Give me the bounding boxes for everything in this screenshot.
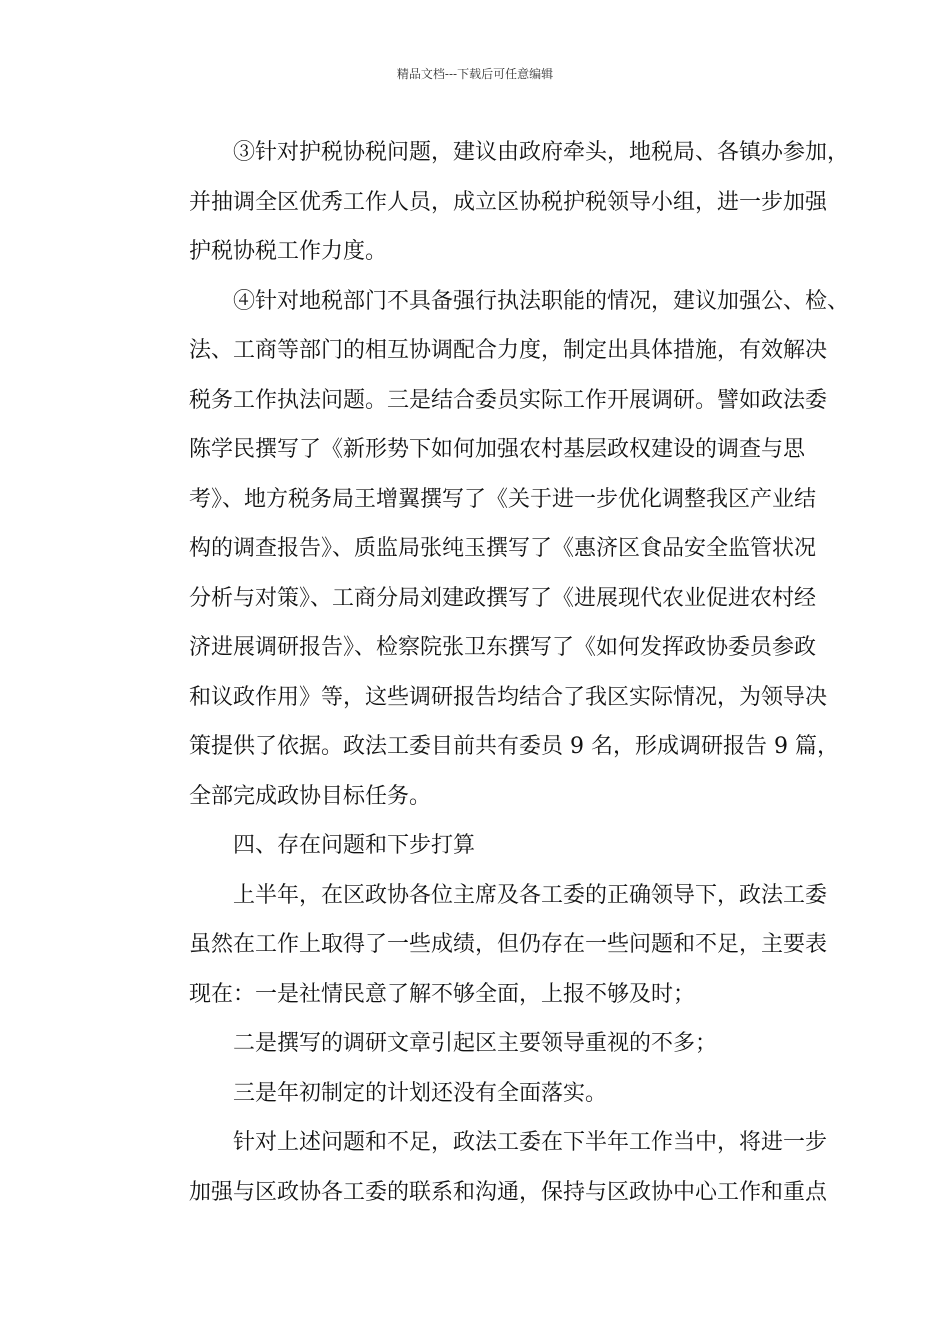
text-line: 针对上述问题和不足，政法工委在下半年工作当中，将进一步 — [233, 1130, 828, 1155]
text-line: 现在：一是社情民意了解不够全面，上报不够及时； — [189, 981, 696, 1007]
text-line: 构的调查报告》、质监局张纯玉撰写了《惠济区食品安全监管状况 — [189, 536, 817, 561]
text-line: 济进展调研报告》、检察院张卫东撰写了《如何发挥政协委员参政 — [189, 635, 817, 660]
text-line: ④针对地税部门不具备强行执法职能的情况，建议加强公、检、 — [233, 288, 850, 314]
text-line: 策提供了依据。政法工委目前共有委员 9 名，形成调研报告 9 篇， — [189, 734, 839, 759]
text-line: 二是撰写的调研文章引起区主要领导重视的不多； — [233, 1031, 718, 1056]
paragraph-problem-two — [145, 1019, 817, 1069]
paragraph-tax-protection — [145, 128, 850, 277]
text-line: 三是年初制定的计划还没有全面落实。 — [233, 1080, 608, 1106]
text-line: ③针对护税协税问题，建议由政府牵头，地税局、各镇办参加， — [233, 140, 850, 165]
heading-text: 四、存在问题和下步打算 — [233, 833, 476, 858]
text-line: 护税协税工作力度。 — [189, 239, 388, 264]
text-line: 并抽调全区优秀工作人员，成立区协税护税领导小组，进一步加强 — [189, 189, 828, 215]
paragraph-problem-three — [145, 1069, 817, 1119]
document-body — [145, 128, 850, 1217]
text-line: 全部完成政协目标任务。 — [189, 783, 432, 809]
page-header: 精品文档---下载后可任意编辑 — [396, 67, 554, 81]
paragraph-enforcement — [145, 277, 850, 822]
text-line: 法、工商等部门的相互协调配合力度，制定出具体措施，有效解决 — [189, 338, 828, 363]
section-heading — [145, 821, 817, 871]
text-line: 陈学民撰写了《新形势下如何加强农村基层政权建设的调查与思 — [189, 437, 806, 462]
text-line: 分析与对策》、工商分局刘建政撰写了《进展现代农业促进农村经 — [189, 585, 817, 611]
text-line: 上半年，在区政协各位主席及各工委的正确领导下，政法工委 — [233, 882, 828, 908]
text-line: 加强与区政协各工委的联系和沟通，保持与区政协中心工作和重点 — [189, 1179, 828, 1205]
text-line: 税务工作执法问题。三是结合委员实际工作开展调研。譬如政法委 — [189, 387, 828, 413]
text-line: 考》、地方税务局王增翼撰写了《关于进一步优化调整我区产业结 — [189, 486, 817, 512]
paragraph-problems — [145, 871, 828, 1020]
paragraph-plan — [145, 1118, 828, 1217]
text-line: 虽然在工作上取得了一些成绩，但仍存在一些问题和不足，主要表 — [189, 932, 828, 957]
text-line: 和议政作用》等，这些调研报告均结合了我区实际情况，为领导决 — [189, 684, 828, 710]
